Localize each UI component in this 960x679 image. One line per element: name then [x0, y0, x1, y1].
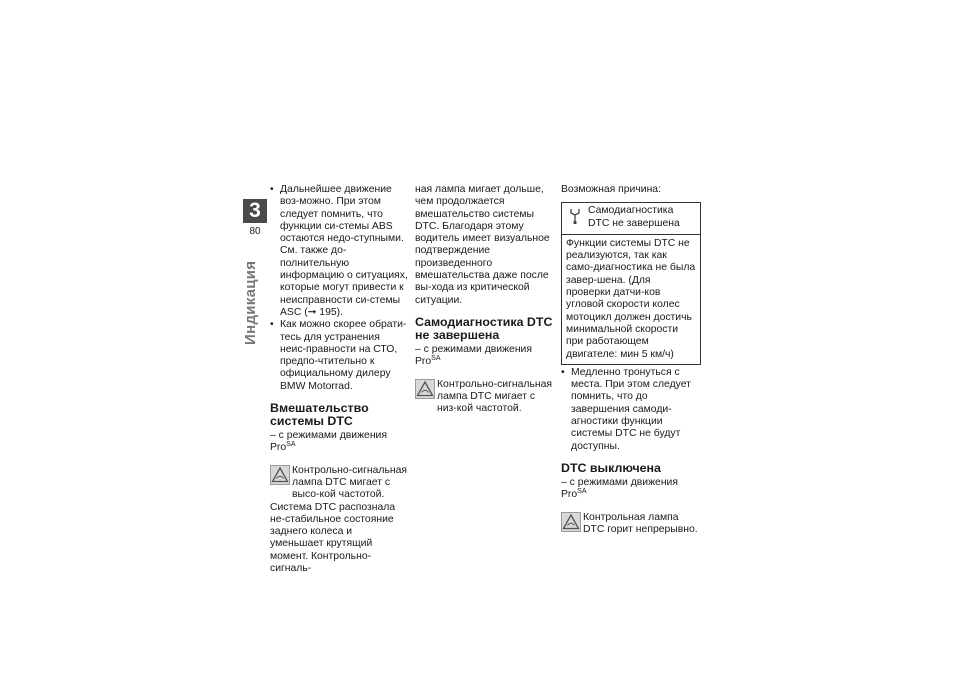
lamp-note [270, 465, 408, 502]
sa-marker: SA [577, 488, 587, 496]
cause-box [561, 202, 701, 365]
warning-triangle-icon [415, 379, 435, 399]
chapter-number: 3 [243, 199, 267, 223]
heading-self-diagnosis: Самодиагностика DTC не завершена [415, 314, 553, 342]
lamp-text: Контрольная лампа DTC горит непрерывно. [583, 511, 698, 535]
bullet-start-slowly: • Медленно тронуться с места. При этом следует помнить, что до завершения самоди-агностики функции системы DTC не будут доступны. [561, 367, 701, 453]
mode-text: – с режимами движения Pro [415, 343, 532, 368]
warning-triangle-icon [561, 512, 581, 532]
column-1 [270, 184, 408, 575]
column-2 [415, 184, 553, 415]
lamp-text: Контрольно-сигнальная лампа DTC мигает с низ-кой частотой. [437, 378, 553, 415]
riding-mode-condition [415, 344, 553, 369]
riding-mode-condition [561, 477, 701, 502]
sa-marker: SA [431, 355, 441, 363]
dtc-continued-text: ная лампа мигает дольше, чем продолжается вмешательство системы DTC. Благодаря этому водитель имеет визуальное подтверждение произведенного вмешательства даже после вы-хода из критической ситуации. [415, 184, 550, 306]
mode-text: – с режимами движения Pro [561, 476, 678, 501]
lamp-text: Контрольно-сигнальная лампа DTC мигает с высо-кой частотой. [292, 464, 408, 501]
bullet-service-note: • Как можно скорее обрати-тесь для устранения неис-правности на СТО, предпо-чтительно к официальному дилеру BMW Motorrad. [270, 319, 408, 393]
cause-box-title: Самодиагностика DTC не завершена [588, 205, 680, 229]
wrench-icon [568, 207, 582, 225]
lamp-note [415, 379, 553, 416]
bullet-abs-note: • Дальнейшее движение воз-можно. При этом следует помнить, что функции си-стемы ABS остаются недо-ступными. См. также до-полнительную информацию о ситуациях, которые могут привести к неисправности си-стемы ASC (➞ 195). [270, 184, 408, 319]
column-3 [561, 184, 701, 536]
sa-marker: SA [286, 441, 296, 449]
heading-dtc-intervention: Вмешательство системы DTC [270, 401, 369, 429]
page-number: 80 [249, 226, 261, 237]
cause-box-header [562, 203, 700, 235]
section-title: Индикация [242, 260, 259, 345]
warning-triangle-icon [270, 465, 290, 485]
lamp-note [561, 512, 701, 537]
riding-mode-condition [270, 430, 408, 455]
dtc-description: Система DTC распознала не-стабильное состояние заднего колеса и уменьшает крутящий момент. Контрольно-сигналь- [270, 501, 396, 575]
heading-dtc-off: DTC выключена [561, 460, 661, 475]
possible-cause-label: Возможная причина: [561, 184, 661, 195]
mode-text: – с режимами движения Pro [270, 430, 387, 454]
cause-box-body: Функции системы DTC не реализуются, так как само-диагностика не была завер-шена. (Для проверки датчи-ков угловой скорости колес мотоцикл должен достичь минимальной скорости при работающем двигателе: мин 5 км/ч) [566, 237, 696, 360]
